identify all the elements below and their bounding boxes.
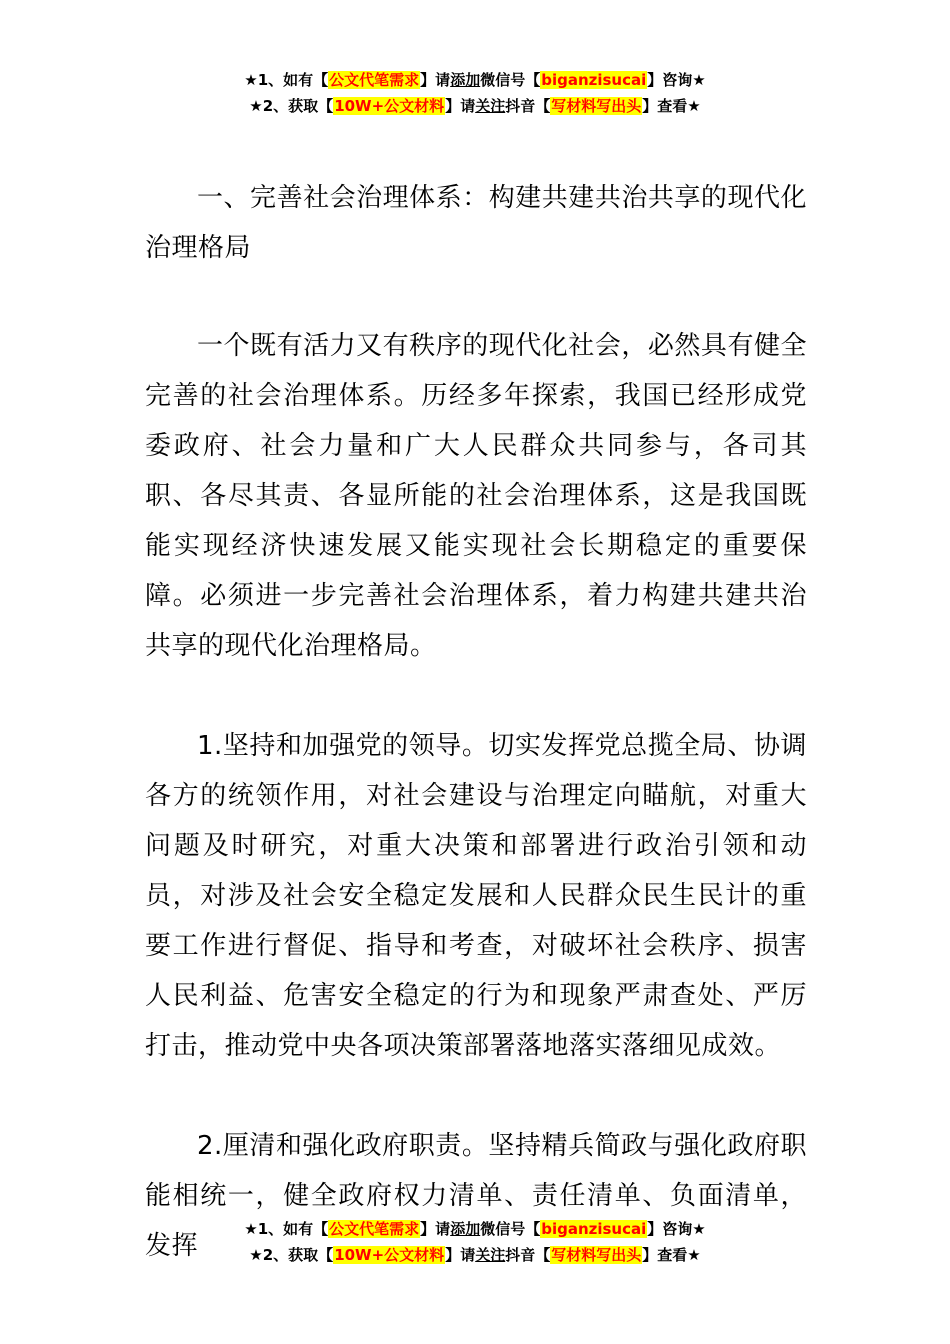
banner-highlight: 写材料写出头 [551, 1246, 642, 1264]
banner-highlight: 写材料写出头 [551, 97, 642, 115]
banner-text: 】查看★ [642, 97, 701, 115]
document-body [145, 173, 807, 1321]
banner-line-2 [0, 93, 950, 119]
banner-highlight: biganzisucai [541, 1220, 647, 1238]
banner-line-2 [0, 1242, 950, 1268]
banner-underline: 添加 [450, 1220, 481, 1238]
banner-text: 微信号【 [480, 71, 541, 89]
banner-highlight: 10W+公文材料 [334, 97, 445, 115]
banner-highlight: biganzisucai [541, 71, 647, 89]
paragraph-item-2: 2.厘清和强化政府职责。坚持精兵简政与强化政府职能相统一，健全政府权力清单、责任清单、负面清单，发挥 [145, 1131, 807, 1261]
banner-text: ★2、获取【 [249, 1246, 334, 1264]
banner-underline: 添加 [450, 71, 481, 89]
paragraph-intro: 一个既有活力又有秩序的现代化社会，必然具有健全完善的社会治理体系。历经多年探索，我国已经形成党委政府、社会力量和广大人民群众共同参与，各司其职、各尽其责、各显所能的社会治理体系，这是我国既能实现经济快速发展又能实现社会长期稳定的重要保障。必须进一步完善社会治理体系，着力构建共建共治共享的现代化治理格局。 [145, 331, 807, 661]
banner-text: 】咨询★ [647, 1220, 706, 1238]
banner-highlight: 10W+公文材料 [334, 1246, 445, 1264]
banner-text: 】查看★ [642, 1246, 701, 1264]
banner-underline: 关注 [475, 1246, 506, 1264]
banner-text: 】请 [445, 1246, 476, 1264]
banner-text: ★1、如有【 [244, 1220, 329, 1238]
top-banner [0, 67, 950, 119]
banner-text: 】请 [445, 97, 476, 115]
bottom-banner [0, 1216, 950, 1268]
paragraph-item-1: 1.坚持和加强党的领导。切实发挥党总揽全局、协调各方的统领作用，对社会建设与治理定向瞄航，对重大问题及时研究，对重大决策和部署进行政治引领和动员，对涉及社会安全稳定发展和人民群众民生民计的重要工作进行督促、指导和考查，对破坏社会秩序、损害人民利益、危害安全稳定的行为和现象严肃查处、严厉打击，推动党中央各项决策部署落地落实落细见成效。 [145, 731, 807, 1061]
banner-text: 】请 [420, 71, 451, 89]
banner-text: 】请 [420, 1220, 451, 1238]
section-heading: 一、完善社会治理体系：构建共建共治共享的现代化治理格局 [145, 183, 807, 263]
banner-text: ★2、获取【 [249, 97, 334, 115]
banner-text: 】咨询★ [647, 71, 706, 89]
banner-highlight: 公文代笔需求 [329, 1220, 420, 1238]
banner-line-1 [0, 1216, 950, 1242]
banner-text: 抖音【 [505, 97, 551, 115]
banner-text: 抖音【 [505, 1246, 551, 1264]
banner-text: ★1、如有【 [244, 71, 329, 89]
banner-text: 微信号【 [480, 1220, 541, 1238]
banner-line-1 [0, 67, 950, 93]
banner-highlight: 公文代笔需求 [329, 71, 420, 89]
banner-underline: 关注 [475, 97, 506, 115]
